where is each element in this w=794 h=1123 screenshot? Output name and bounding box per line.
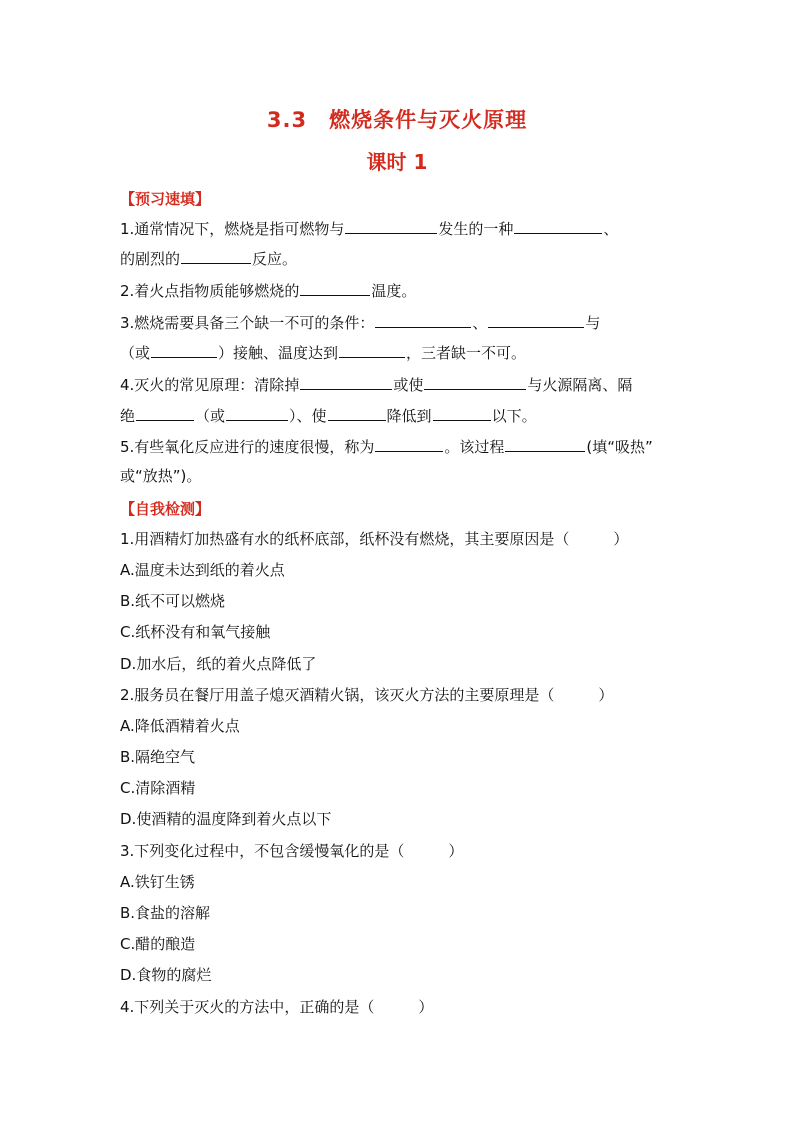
paren-close: ） xyxy=(448,842,464,860)
page-title: 3.3 燃烧条件与灭火原理 xyxy=(266,108,528,132)
preview-q1-text-b: 发生的一种 xyxy=(438,220,514,238)
preview-q4-text-f: ）、使 xyxy=(289,407,327,425)
option-a[interactable]: A.温度未达到纸的着火点 xyxy=(120,561,285,579)
option-b[interactable]: B.纸不可以燃烧 xyxy=(120,592,226,610)
blank[interactable] xyxy=(345,218,437,234)
blank[interactable] xyxy=(181,248,251,264)
blank[interactable] xyxy=(226,405,288,421)
paren-close: ） xyxy=(418,998,434,1016)
preview-q4-text-b: 或使 xyxy=(393,376,424,394)
check-q4-stem xyxy=(120,997,680,1017)
check-q2-stem xyxy=(120,685,680,705)
question-stem: 2.服务员在餐厅用盖子熄灭酒精火锅，该灭火方法的主要原理是（ xyxy=(120,686,555,704)
preview-q4-text-d: 绝 xyxy=(120,407,136,425)
preview-q1-line2 xyxy=(120,248,680,269)
preview-q1-text-e: 反应。 xyxy=(252,250,298,268)
preview-q3-text-d: （或 xyxy=(120,344,151,362)
blank[interactable] xyxy=(514,218,602,234)
paren-close: ） xyxy=(598,686,614,704)
preview-q2-line xyxy=(120,280,680,301)
preview-q4-text-h: 以下。 xyxy=(491,407,537,425)
blank[interactable] xyxy=(300,374,392,390)
blank[interactable] xyxy=(375,436,443,452)
question-stem: 1.用酒精灯加热盛有水的纸杯底部，纸杯没有燃烧，其主要原因是（ xyxy=(120,530,570,548)
blank[interactable] xyxy=(328,405,386,421)
page-subtitle: 课时 1 xyxy=(366,150,428,174)
option-c[interactable]: C.纸杯没有和氧气接触 xyxy=(120,623,271,641)
question-stem: 4.下列关于灭火的方法中，正确的是（ xyxy=(120,998,375,1016)
paren-close: ） xyxy=(613,530,629,548)
preview-q2-text-a: 2.着火点指物质能够燃烧的 xyxy=(120,282,300,300)
preview-q5-text-b: 。该过程 xyxy=(444,438,505,456)
preview-q5-line2 xyxy=(120,466,680,486)
preview-q4-line2 xyxy=(120,405,680,426)
blank[interactable] xyxy=(505,436,585,452)
option-b[interactable]: B.隔绝空气 xyxy=(120,748,196,766)
preview-q3-text-c: 与 xyxy=(585,314,601,332)
preview-q3-line1 xyxy=(120,312,680,333)
preview-q1-text-d: 的剧烈的 xyxy=(120,250,181,268)
section-preview-heading: 【预习速填】 xyxy=(120,190,211,208)
preview-q4-line1 xyxy=(120,374,680,395)
preview-q5-line1 xyxy=(120,436,680,457)
preview-q4-text-c: 与火源隔离、隔 xyxy=(527,376,633,394)
preview-q4-text-g: 降低到 xyxy=(386,407,432,425)
option-d[interactable]: D.使酒精的温度降到着火点以下 xyxy=(120,810,332,828)
check-q1-stem xyxy=(120,529,680,549)
blank[interactable] xyxy=(151,342,217,358)
preview-q3-text-e: ）接触、温度达到 xyxy=(218,344,339,362)
preview-q3-text-a: 3.燃烧需要具备三个缺一不可的条件： xyxy=(120,314,375,332)
blank[interactable] xyxy=(136,405,194,421)
question-stem: 3.下列变化过程中，不包含缓慢氧化的是（ xyxy=(120,842,405,860)
blank[interactable] xyxy=(300,280,370,296)
preview-q1-text-c: 、 xyxy=(603,220,619,238)
option-d[interactable]: D.加水后，纸的着火点降低了 xyxy=(120,655,317,673)
preview-q1-line1 xyxy=(120,218,680,239)
option-c[interactable]: C.醋的酿造 xyxy=(120,935,196,953)
check-q3-stem xyxy=(120,841,680,861)
option-d[interactable]: D.食物的腐烂 xyxy=(120,966,212,984)
option-b[interactable]: B.食盐的溶解 xyxy=(120,904,211,922)
section-selfcheck-heading: 【自我检测】 xyxy=(120,500,211,518)
preview-q5-text-a: 5.有些氧化反应进行的速度很慢，称为 xyxy=(120,438,375,456)
preview-q2-text-b: 温度。 xyxy=(371,282,417,300)
preview-q3-text-b: 、 xyxy=(472,314,488,332)
preview-q4-text-a: 4.灭火的常见原理：清除掉 xyxy=(120,376,300,394)
preview-q3-line2 xyxy=(120,342,680,363)
preview-q5-text-d: 或“放热”)。 xyxy=(120,467,202,485)
blank[interactable] xyxy=(424,374,526,390)
blank[interactable] xyxy=(375,312,471,328)
option-a[interactable]: A.降低酒精着火点 xyxy=(120,717,240,735)
option-a[interactable]: A.铁钉生锈 xyxy=(120,873,195,891)
blank[interactable] xyxy=(339,342,405,358)
preview-q5-text-c: (填“吸热” xyxy=(586,438,653,456)
preview-q4-text-e: （或 xyxy=(195,407,226,425)
option-c[interactable]: C.清除酒精 xyxy=(120,779,196,797)
blank[interactable] xyxy=(488,312,584,328)
preview-q1-text-a: 1.通常情况下，燃烧是指可燃物与 xyxy=(120,220,345,238)
blank[interactable] xyxy=(433,405,491,421)
preview-q3-text-f: ，三者缺一不可。 xyxy=(406,344,527,362)
